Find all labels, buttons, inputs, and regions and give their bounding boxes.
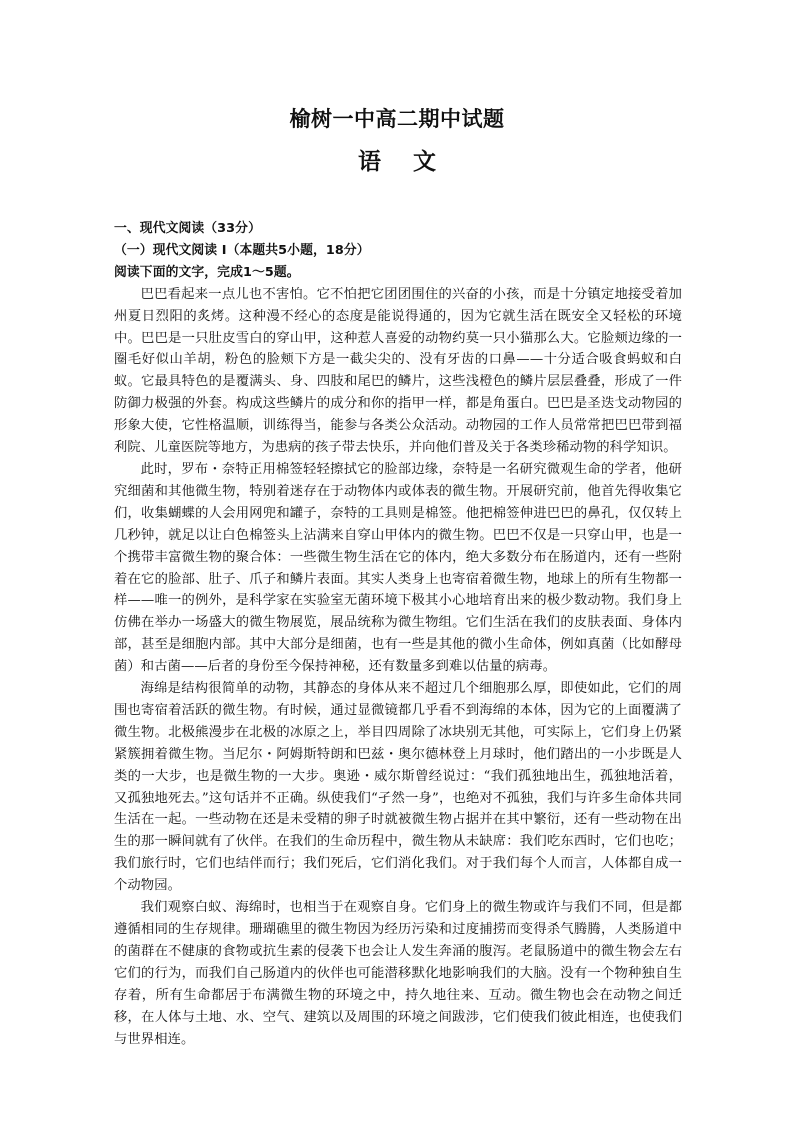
reading-section xyxy=(114,218,682,1050)
exam-title: 榆树一中高二期中试题 xyxy=(289,107,505,131)
passage-paragraph-1: 巴巴看起来一点儿也不害怕。它不怕把它团团围住的兴奋的小孩，而是十分镇定地接受着加州夏日烈阳的炙烤。这种漫不经心的态度是能说得通的，因为它就生活在既安全又轻松的环境中。巴巴是一只肚皮雪白的穿山甲，这种惹人喜爱的动物约莫一只小猫那么大。它脸颊边缘的一圈毛好似山羊胡，粉色的脸颊下方是一截尖尖的、没有牙齿的口鼻——十分适合吸食蚂蚁和白蚁。它最具特色的是覆满头、身、四肢和尾巴的鳞片，这些浅橙色的鳞片层层叠叠，形成了一件防御力极强的外套。构成这些鳞片的成分和你的指甲一样，都是角蛋白。巴巴是圣迭戈动物园的形象大使，它性格温顺，训练得当，能参与各类公众活动。动物园的工作人员常常把巴巴带到福利院、儿童医院等地方，为患病的孩子带去快乐，并向他们普及关于各类珍稀动物的科学知识。 xyxy=(114,286,682,456)
reading-instruction: 阅读下面的文字，完成1～5题。 xyxy=(114,264,300,280)
part-heading: （一）现代文阅读 I（本题共5小题，18分） xyxy=(114,242,370,258)
section-heading: 一、现代文阅读（33分） xyxy=(114,221,261,236)
passage-paragraph-4: 我们观察白蚁、海绵时，也相当于在观察自身。它们身上的微生物或许与我们不同，但是都遵循相同的生存规律。珊瑚礁里的微生物因为经历污染和过度捕捞而变得杀气腾腾，人类肠道中的菌群在不健康的食物或抗生素的侵袭下也会让人发生奔涌的腹泻。老鼠肠道中的微生物会左右它们的行为，而我们自己肠道内的伙伴也可能潜移默化地影响我们的大脑。没有一个物种独自生存着，所有生命都居于布满微生物的环境之中，持久地往来、互动。微生物也会在动物之间迁移，在人体与土地、水、空气、建筑以及周围的环境之间跋涉，它们使我们彼此相连，也使我们与世界相连。 xyxy=(114,900,682,1047)
subject-title: 语 文 xyxy=(357,149,448,175)
passage-paragraph-3: 海绵是结构很简单的动物，其静态的身体从来不超过几个细胞那么厚，即使如此，它们的周围也寄宿着活跃的微生物。有时候，通过显微镜都几乎看不到海绵的本体，因为它的上面覆满了微生物。北极熊漫步在北极的冰原之上，举目四周除了冰块别无其他，可实际上，它们身上仍紧紧簇拥着微生物。当尼尔・阿姆斯特朗和巴兹・奥尔德林登上月球时，他们踏出的一小步既是人类的一大步，也是微生物的一大步。奥逊・威尔斯曾经说过：“我们孤独地出生，孤独地活着，又孤独地死去。”这句话并不正确。纵使我们“孑然一身”，也绝对不孤独，我们与许多生命体共同生活在一起。一些动物在还是未受精的卵子时就被微生物占据并在其中繁衍，还有一些动物在出生的那一瞬间就有了伙伴。在我们的生命历程中，微生物从未缺席：我们吃东西时，它们也吃；我们旅行时，它们也结伴而行；我们死后，它们消化我们。对于我们每个人而言，人体都自成一个动物园。 xyxy=(114,681,682,894)
passage-paragraph-2: 此时，罗布・奈特正用棉签轻轻擦拭它的脸部边缘，奈特是一名研究微观生命的学者，他研究细菌和其他微生物，特别着迷存在于动物体内或体表的微生物。开展研究前，他首先得收集它们，收集蝴蝶的人会用网兜和罐子，奈特的工具则是棉签。他把棉签伸进巴巴的鼻孔，仅仅转上几秒钟，就足以让白色棉签头上沾满来自穿山甲体内的微生物。巴巴不仅是一只穿山甲，也是一个携带丰富微生物的聚合体：一些微生物生活在它的体内，绝大多数分布在肠道内，还有一些附着在它的脸部、肚子、爪子和鳞片表面。其实人类身上也寄宿着微生物，地球上的所有生物都一样——唯一的例外，是科学家在实验室无菌环境下极其小心地培育出来的极少数动物。我们身上仿佛在举办一场盛大的微生物展览，展品统称为微生物组。它们生活在我们的皮肤表面、身体内部，甚至是细胞内部。其中大部分是细菌，也有一些是其他的微小生命体，例如真菌（比如酵母菌）和古菌——后者的身份至今保持神秘，还有数量多到难以估量的病毒。 xyxy=(114,461,682,675)
